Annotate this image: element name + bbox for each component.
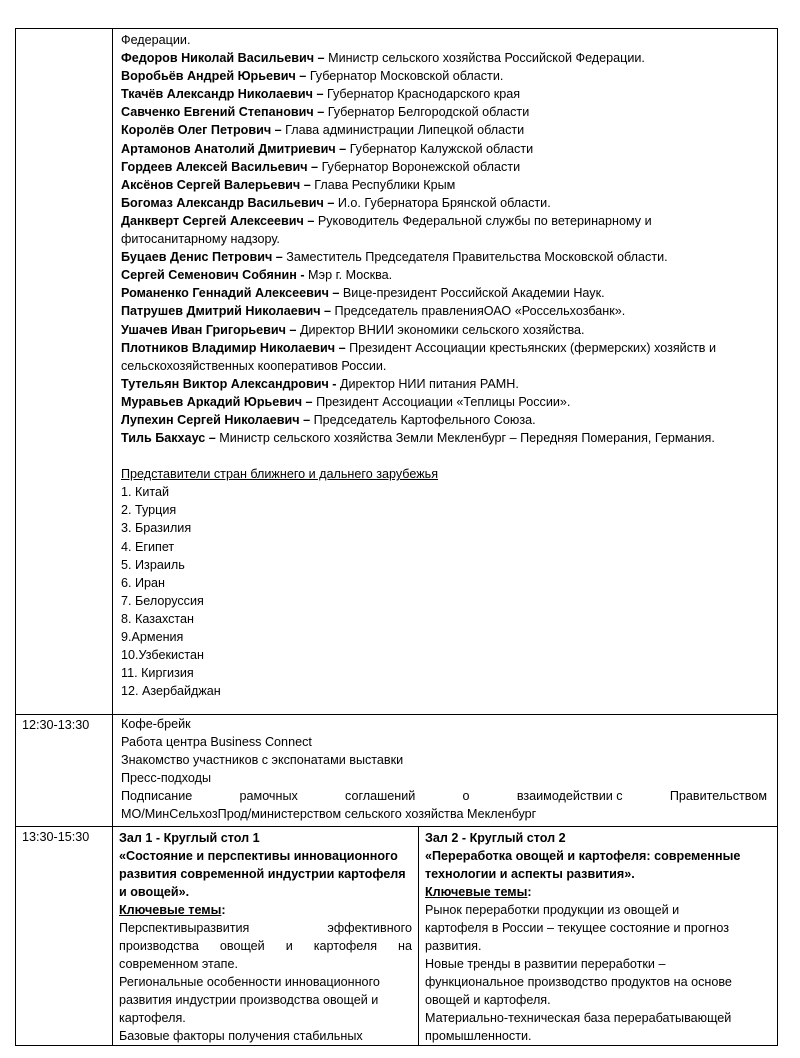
hall-1-topic-3: Базовые факторы получения стабильных [119,1028,363,1043]
speaker-separator: – [299,412,314,427]
speaker-name: Ушачев Иван Григорьевич [121,322,286,337]
program-row-speakers [16,29,778,715]
hall-1-cell: Зал 1 - Круглый стол 1 «Состояние и перспективы инновационного развития современной индустрии картофеля и овощей». Ключевые темы: Перспективыразвития эффективного производства овощей и картофеля на современном этапе. Региональные особенности инновационного развития индустрии производства овощей и картофеля. Базовые факторы получения стабильных [113,826,419,1045]
signing-word: взаимодействии с [516,789,623,804]
speakers-cell [113,29,778,715]
hall-1-topic-1-cont [119,937,412,955]
speaker-name: Патрушев Дмитрий Николаевич [121,304,321,319]
hall-1-topics-label: Ключевые темы [119,902,222,917]
speaker-name: Ткачёв Александр Николаевич [121,87,313,102]
hall-1-topic-1 [119,919,412,937]
signing-line-2: МО/МинСельхозПрод/министерством сельского хозяйства Мекленбург [121,807,537,822]
speaker-separator: - [328,376,340,391]
speaker-item [121,158,769,176]
speaker-role: Директор НИИ питания РАМН. [339,376,519,391]
country-item: 11. Киргизия [121,666,194,681]
speaker-item [121,393,769,411]
topic-line: Новые тренды в развитии переработки – [425,956,666,971]
speaker-role: Министр сельского хозяйства Российской Федерации. [328,51,645,66]
speaker-role: Председатель правленияОАО «Россельхозбанк». [334,304,626,319]
speaker-item [121,284,769,302]
break-cell [113,715,778,827]
speaker-separator: – [314,51,329,66]
country-item: 5. Израиль [121,557,185,572]
speaker-role: Губернатор Московской области. [309,69,504,84]
speaker-name: Гордеев Алексей Васильевич [121,159,308,174]
speaker-item [121,103,769,121]
lead-text: Федерации. [121,33,191,47]
time-cell: 13:30-15:30 [16,826,113,1045]
speaker-name: Аксёнов Сергей Валерьевич [121,177,301,192]
speaker-item [121,176,769,194]
speaker-role: Мэр г. Москва. [308,268,393,283]
speaker-item [121,429,769,447]
speaker-separator: – [307,159,322,174]
speaker-item [121,339,769,357]
speaker-separator: – [313,105,328,120]
break-item: Кофе-брейк [121,717,191,731]
hall-title-line: и овощей». [119,884,190,899]
speaker-name: Лупехин Сергей Николаевич [121,412,300,427]
speaker-role: Министр сельского хозяйства Земли Мекленбург – Передняя Померания, Германия. [219,431,715,446]
speaker-item [121,248,769,266]
break-items [121,715,769,787]
topic-line: промышленности. [425,1028,532,1043]
speaker-item [121,212,769,230]
speaker-item [121,321,769,339]
speaker-separator: - [296,268,309,283]
speaker-item [121,85,769,103]
topic-line: Материально-техническая база перерабатывающей [425,1010,732,1025]
topic-line: развития. [425,938,482,953]
hall-title-line: развития современной индустрии картофеля [119,866,406,881]
topic-word: картофеля [313,938,378,953]
speaker-name: Королёв Олег Петрович [121,123,272,138]
speaker-role: Директор ВНИИ экономики сельского хозяйства. [299,322,585,337]
speaker-separator: – [328,286,343,301]
speaker-name: Савченко Евгений Степанович [121,105,314,120]
speaker-item [121,67,769,85]
speaker-role: Президент Ассоциации «Теплицы России». [316,394,571,409]
topic-line: Региональные особенности инновационного [119,974,380,989]
speaker-list [121,49,769,447]
topic-line: Рынок переработки продукции из овощей и [425,902,680,917]
speaker-separator: – [320,304,335,319]
speaker-role: Губернатор Белгородской области [327,105,530,120]
speaker-name: Тиль Бакхаус [121,431,206,446]
topic-word: и [285,938,293,953]
speaker-role: Губернатор Краснодарского края [326,87,521,102]
speaker-item [121,302,769,320]
country-item: 7. Белоруссия [121,593,204,608]
speaker-name: Воробьёв Андрей Юрьевич [121,69,296,84]
speaker-name: Артамонов Анатолий Дмитриевич [121,141,336,156]
hall-title-line: «Переработка овощей и картофеля: современные [425,848,741,863]
hall-title-line: «Состояние и перспективы инновационного [119,848,398,863]
country-item: 10.Узбекистан [121,648,204,663]
topic-line: овощей и картофеля. [425,992,551,1007]
country-item: 3. Бразилия [121,521,192,536]
time-cell [16,29,113,715]
topic-word: Перспективыразвития [119,920,250,935]
speaker-item [121,194,769,212]
speaker-role: Президент Ассоциации крестьянских (фермерских) хозяйств и [349,340,717,355]
speaker-name: Муравьев Аркадий Юрьевич [121,394,303,409]
speaker-item [121,49,769,67]
speaker-separator: – [323,195,338,210]
speaker-role: Председатель Картофельного Союза. [313,412,536,427]
hall-1-header: Зал 1 - Круглый стол 1 [119,830,260,845]
hall-1-title [119,847,412,901]
program-row-break [16,715,778,827]
speaker-item [121,375,769,393]
hall-1-topic-2 [119,973,412,1027]
signing-word: Подписание [121,789,193,804]
speaker-role: фитосанитарному надзору. [121,232,280,247]
country-item: 1. Китай [121,485,170,500]
country-item: 6. Иран [121,575,166,590]
speaker-name: Данкверт Сергей Алексеевич [121,213,304,228]
speaker-separator: – [335,141,350,156]
country-item: 4. Египет [121,539,175,554]
speaker-name: Буцаев Денис Петрович [121,250,273,265]
speaker-name: Сергей Семенович Собянин [121,268,297,283]
speaker-item [121,121,769,139]
hall-2-cell: Зал 2 - Круглый стол 2 «Переработка овощей и картофеля: современные технологии и аспекты развития». Ключевые темы: Рынок переработки продукции из овощей и картофеля в России – текущее состояние и прогноз развития. Новые тренды в развитии переработки – функциональное производство продуктов на основе овощей и картофеля. Материально-техническая база перерабатывающей промышленности. [419,826,778,1045]
hall-2-topics-label: Ключевые темы [425,884,528,899]
speaker-role: Вице-президент Российской Академии Наук. [342,286,605,301]
time-cell: 12:30-13:30 [16,715,113,827]
speaker-name: Романенко Геннадий Алексеевич [121,286,329,301]
country-item: 2. Турция [121,503,177,518]
speaker-separator: – [302,394,317,409]
speaker-role: Заместитель Председателя Правительства Московской области. [286,250,668,265]
speaker-item [121,411,769,429]
speaker-role: Глава администрации Липецкой области [285,123,525,138]
speaker-role: Губернатор Воронежской области [321,159,521,174]
program-table [15,28,778,1046]
speaker-item [121,230,769,248]
speaker-separator: – [295,69,310,84]
program-row-roundtables [16,826,778,1045]
topic-line: картофеля в России – текущее состояние и прогноз [425,920,730,935]
speaker-name: Богомаз Александр Васильевич [121,195,324,210]
speaker-role: Глава Республики Крым [314,177,456,192]
topic-line: функциональное производство продуктов на основе [425,974,732,989]
topic-line: картофеля. [119,1010,186,1025]
topic-word: эффективного [327,920,412,935]
hall-2-title [425,847,771,883]
speaker-separator: – [335,340,350,355]
topic-word: овощей [219,938,265,953]
speaker-separator: – [303,213,318,228]
signing-line [121,787,769,805]
hall-2-header: Зал 2 - Круглый стол 2 [425,830,566,845]
speaker-role: сельскохозяйственных кооперативов России. [121,358,387,373]
speaker-name: Тутельян Виктор Александрович [121,376,329,391]
speaker-separator: – [300,177,315,192]
speaker-role: Губернатор Калужской области [349,141,534,156]
break-item: Знакомство участников с экспонатами выставки [121,753,404,768]
topic-word: на [398,938,412,953]
hall-2-topics [425,901,771,1045]
signing-word: соглашений [345,789,416,804]
hall-1-topic-1-end: современном этапе. [119,956,238,971]
signing-word: рамочных [239,789,298,804]
speaker-name: Плотников Владимир Николаевич [121,340,336,355]
speaker-item [121,140,769,158]
country-item: 8. Казахстан [121,611,195,626]
speaker-role: И.о. Губернатора Брянской области. [337,195,551,210]
speaker-separator: – [271,123,286,138]
speaker-item [121,266,769,284]
signing-word: о [462,789,470,804]
break-item: Работа центра Business Connect [121,735,312,750]
speaker-separator: – [312,87,327,102]
speaker-separator: – [205,431,220,446]
signing-word: Правительством [669,789,768,804]
topic-word: производства [119,938,199,953]
speaker-item [121,357,769,375]
speaker-separator: – [272,250,287,265]
speaker-role: Руководитель Федеральной службы по ветеринарному и [317,213,652,228]
countries-heading: Представители стран ближнего и дальнего зарубежья [121,467,439,482]
hall-title-line: технологии и аспекты развития». [425,866,635,881]
break-item: Пресс-подходы [121,771,212,786]
country-item: 9.Армения [121,630,184,644]
speaker-separator: – [285,322,300,337]
country-list [121,483,769,700]
country-item: 12. Азербайджан [121,684,221,699]
speaker-name: Федоров Николай Васильевич [121,51,315,66]
topic-line: развития индустрии производства овощей и [119,992,379,1007]
